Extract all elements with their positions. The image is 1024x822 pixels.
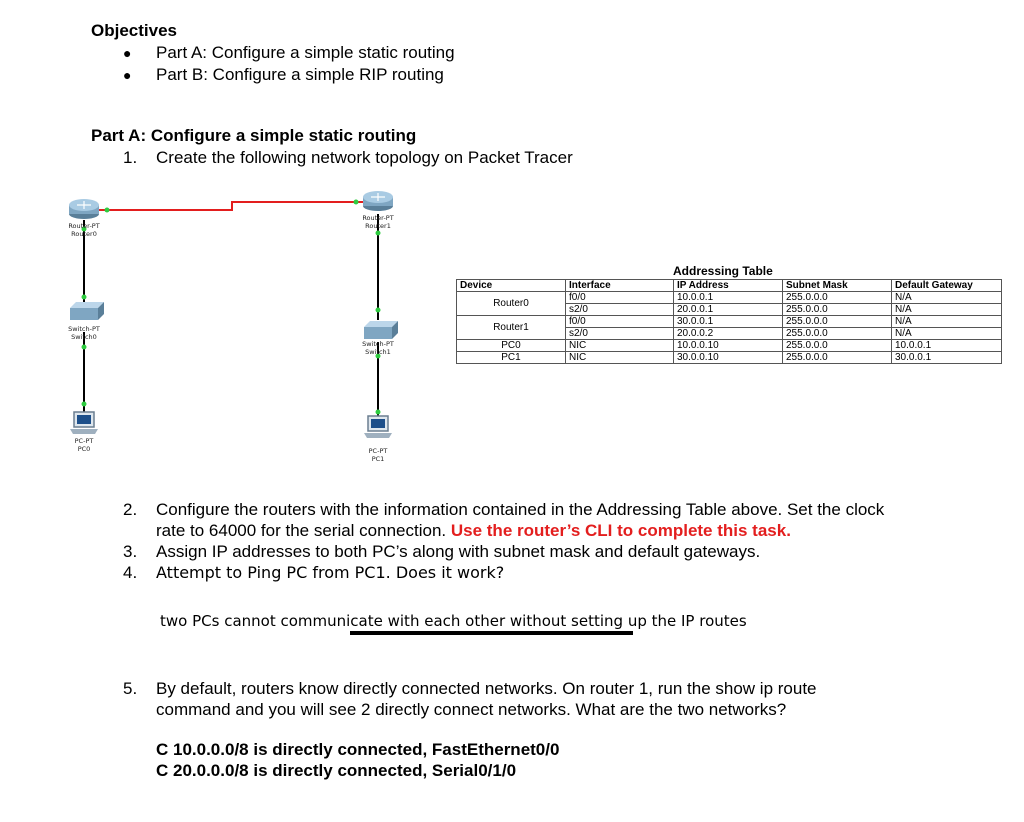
table-header-row: [457, 280, 1002, 292]
interface-cell: f0/0: [566, 316, 674, 328]
col-header: Device: [457, 280, 566, 292]
addressing-table: [456, 279, 1002, 364]
step-number: 3.: [123, 542, 138, 561]
bullet-dot: ●: [123, 67, 132, 83]
interface-cell: NIC: [566, 352, 674, 364]
device-cell: Router1: [457, 316, 566, 340]
step5-answer-2: C 20.0.0.0/8 is directly connected, Serial0/1/0: [156, 761, 517, 780]
step2-line1: Configure the routers with the information contained in the Addressing Table above. Set the clock: [156, 500, 885, 519]
col-header: Subnet Mask: [783, 280, 892, 292]
device-cell: PC1: [457, 352, 566, 364]
col-header: Interface: [566, 280, 674, 292]
gateway-cell: 30.0.0.1: [892, 352, 1002, 364]
port-indicator: [105, 208, 110, 213]
answer-underline: [350, 631, 633, 635]
step2-plain-text: rate to 64000 for the serial connection.: [156, 521, 451, 540]
interface-cell: s2/0: [566, 328, 674, 340]
mask-cell: 255.0.0.0: [783, 292, 892, 304]
ip-cell: 10.0.0.1: [674, 292, 783, 304]
addressing-table-title: Addressing Table: [673, 264, 773, 278]
mask-cell: 255.0.0.0: [783, 340, 892, 352]
port-indicator: [354, 200, 359, 205]
gateway-cell: N/A: [892, 316, 1002, 328]
port-indicator: [376, 308, 381, 313]
step-number: 1.: [123, 148, 138, 167]
ip-cell: 20.0.0.1: [674, 304, 783, 316]
gateway-cell: N/A: [892, 304, 1002, 316]
interface-cell: NIC: [566, 340, 674, 352]
switch1-label: Switch-PT Switch1: [362, 340, 394, 356]
bullet-dot: ●: [123, 45, 132, 61]
col-header: IP Address: [674, 280, 783, 292]
port-indicator: [82, 345, 87, 350]
ip-cell: 30.0.0.10: [674, 352, 783, 364]
port-indicator: [376, 231, 381, 236]
step-number: 4.: [123, 563, 138, 582]
switch1-icon: [364, 321, 398, 339]
table-row: [457, 316, 1002, 328]
step2-line2: [156, 520, 791, 541]
table-row: [457, 292, 1002, 304]
router1-label: Router-PT Router1: [362, 214, 394, 230]
switch0-icon: [70, 302, 104, 320]
objective-item: Part B: Configure a simple RIP routing: [156, 65, 444, 84]
pc1-icon: [364, 416, 392, 438]
pc0-label: PC-PT PC0: [74, 437, 94, 453]
device-cell: Router0: [457, 292, 566, 316]
ip-cell: 10.0.0.10: [674, 340, 783, 352]
router0-label: Router-PT Router0: [68, 222, 100, 238]
step1-text: Create the following network topology on Packet Tracer: [156, 148, 573, 167]
col-header: Default Gateway: [892, 280, 1002, 292]
ip-cell: 30.0.0.1: [674, 316, 783, 328]
pc1-label: PC-PT PC1: [368, 447, 388, 463]
table-row: [457, 340, 1002, 352]
step-number: 2.: [123, 500, 138, 519]
mask-cell: 255.0.0.0: [783, 352, 892, 364]
port-indicator: [82, 295, 87, 300]
objectives-heading: Objectives: [91, 21, 177, 40]
mask-cell: 255.0.0.0: [783, 316, 892, 328]
gateway-cell: 10.0.0.1: [892, 340, 1002, 352]
objective-item: Part A: Configure a simple static routing: [156, 43, 455, 62]
port-indicator: [82, 402, 87, 407]
gateway-cell: N/A: [892, 328, 1002, 340]
gateway-cell: N/A: [892, 292, 1002, 304]
port-indicator: [376, 410, 381, 415]
step5-line2: command and you will see 2 directly connect networks. What are the two networks?: [156, 700, 787, 719]
mask-cell: 255.0.0.0: [783, 328, 892, 340]
step2-emphasis-text: Use the router’s CLI to complete this task.: [450, 521, 791, 540]
part-a-heading: Part A: Configure a simple static routing: [91, 126, 417, 145]
step5-answer-1: C 10.0.0.0/8 is directly connected, FastEthernet0/0: [156, 740, 560, 759]
interface-cell: f0/0: [566, 292, 674, 304]
step3-text: Assign IP addresses to both PC’s along with subnet mask and default gateways.: [156, 542, 761, 561]
router0-icon: [69, 199, 99, 219]
step4-text: Attempt to Ping PC from PC1. Does it work?: [156, 563, 505, 582]
step4-answer: two PCs cannot communicate with each other without setting up the IP routes: [160, 612, 747, 630]
serial-link: [97, 202, 363, 210]
step-number: 5.: [123, 679, 138, 698]
step5-line1: By default, routers know directly connected networks. On router 1, run the show ip route: [156, 679, 817, 698]
device-cell: PC0: [457, 340, 566, 352]
table-row: [457, 352, 1002, 364]
router1-icon: [363, 191, 393, 211]
mask-cell: 255.0.0.0: [783, 304, 892, 316]
switch0-label: Switch-PT Switch0: [68, 325, 100, 341]
ip-cell: 20.0.0.2: [674, 328, 783, 340]
pc0-icon: [70, 412, 98, 434]
interface-cell: s2/0: [566, 304, 674, 316]
